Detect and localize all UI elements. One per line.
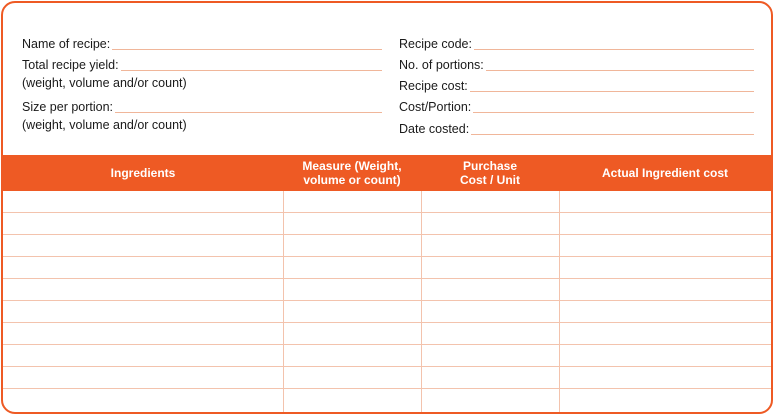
date-costed-line[interactable]: [471, 133, 754, 135]
size-per-portion-line[interactable]: [115, 111, 382, 113]
date-costed-label: Date costed:: [399, 122, 470, 136]
name-of-recipe-label: Name of recipe:: [22, 37, 111, 51]
name-of-recipe-line[interactable]: [112, 48, 382, 50]
cost-per-portion-field[interactable]: [399, 95, 754, 115]
column-header-purchase-cost: Purchase Cost / Unit: [460, 159, 520, 187]
no-of-portions-field[interactable]: [399, 53, 754, 73]
recipe-code-line[interactable]: [474, 48, 754, 50]
size-per-portion-field[interactable]: [22, 95, 382, 115]
column-header-actual-cost: Actual Ingredient cost: [601, 166, 729, 180]
recipe-code-label: Recipe code:: [399, 37, 472, 51]
cost-per-portion-label: Cost/Portion:: [399, 100, 472, 114]
cost-per-portion-line[interactable]: [473, 111, 754, 113]
table-row[interactable]: [3, 323, 771, 345]
recipe-code-field[interactable]: [399, 32, 754, 52]
table-row[interactable]: [3, 389, 771, 411]
table-row[interactable]: [3, 367, 771, 389]
total-recipe-yield-label: Total recipe yield:: [22, 58, 119, 72]
table-row[interactable]: [3, 257, 771, 279]
column-header-ingredients: Ingredients: [110, 166, 176, 180]
yield-unit-note: (weight, volume and/or count): [22, 76, 187, 90]
ingredients-table-body: [3, 191, 771, 412]
recipe-info-section: [3, 3, 771, 155]
table-row[interactable]: [3, 191, 771, 213]
ingredients-table-header: [3, 155, 771, 191]
recipe-costing-card: [1, 1, 773, 414]
table-row[interactable]: [3, 213, 771, 235]
portion-unit-note: (weight, volume and/or count): [22, 118, 187, 132]
no-of-portions-label: No. of portions:: [399, 58, 484, 72]
table-row[interactable]: [3, 235, 771, 257]
recipe-cost-label: Recipe cost:: [399, 79, 468, 93]
size-per-portion-label: Size per portion:: [22, 100, 114, 114]
table-row[interactable]: [3, 345, 771, 367]
date-costed-field[interactable]: [399, 117, 754, 137]
recipe-cost-field[interactable]: [399, 74, 754, 94]
column-divider: [421, 191, 422, 412]
recipe-cost-line[interactable]: [470, 90, 754, 92]
no-of-portions-line[interactable]: [486, 69, 754, 71]
total-recipe-yield-line[interactable]: [121, 69, 382, 71]
column-divider: [283, 191, 284, 412]
name-of-recipe-field[interactable]: [22, 32, 382, 52]
column-header-measure: Measure (Weight, volume or count): [302, 159, 402, 187]
total-recipe-yield-field[interactable]: [22, 53, 382, 73]
column-divider: [559, 191, 560, 412]
table-row[interactable]: [3, 301, 771, 323]
table-row[interactable]: [3, 279, 771, 301]
